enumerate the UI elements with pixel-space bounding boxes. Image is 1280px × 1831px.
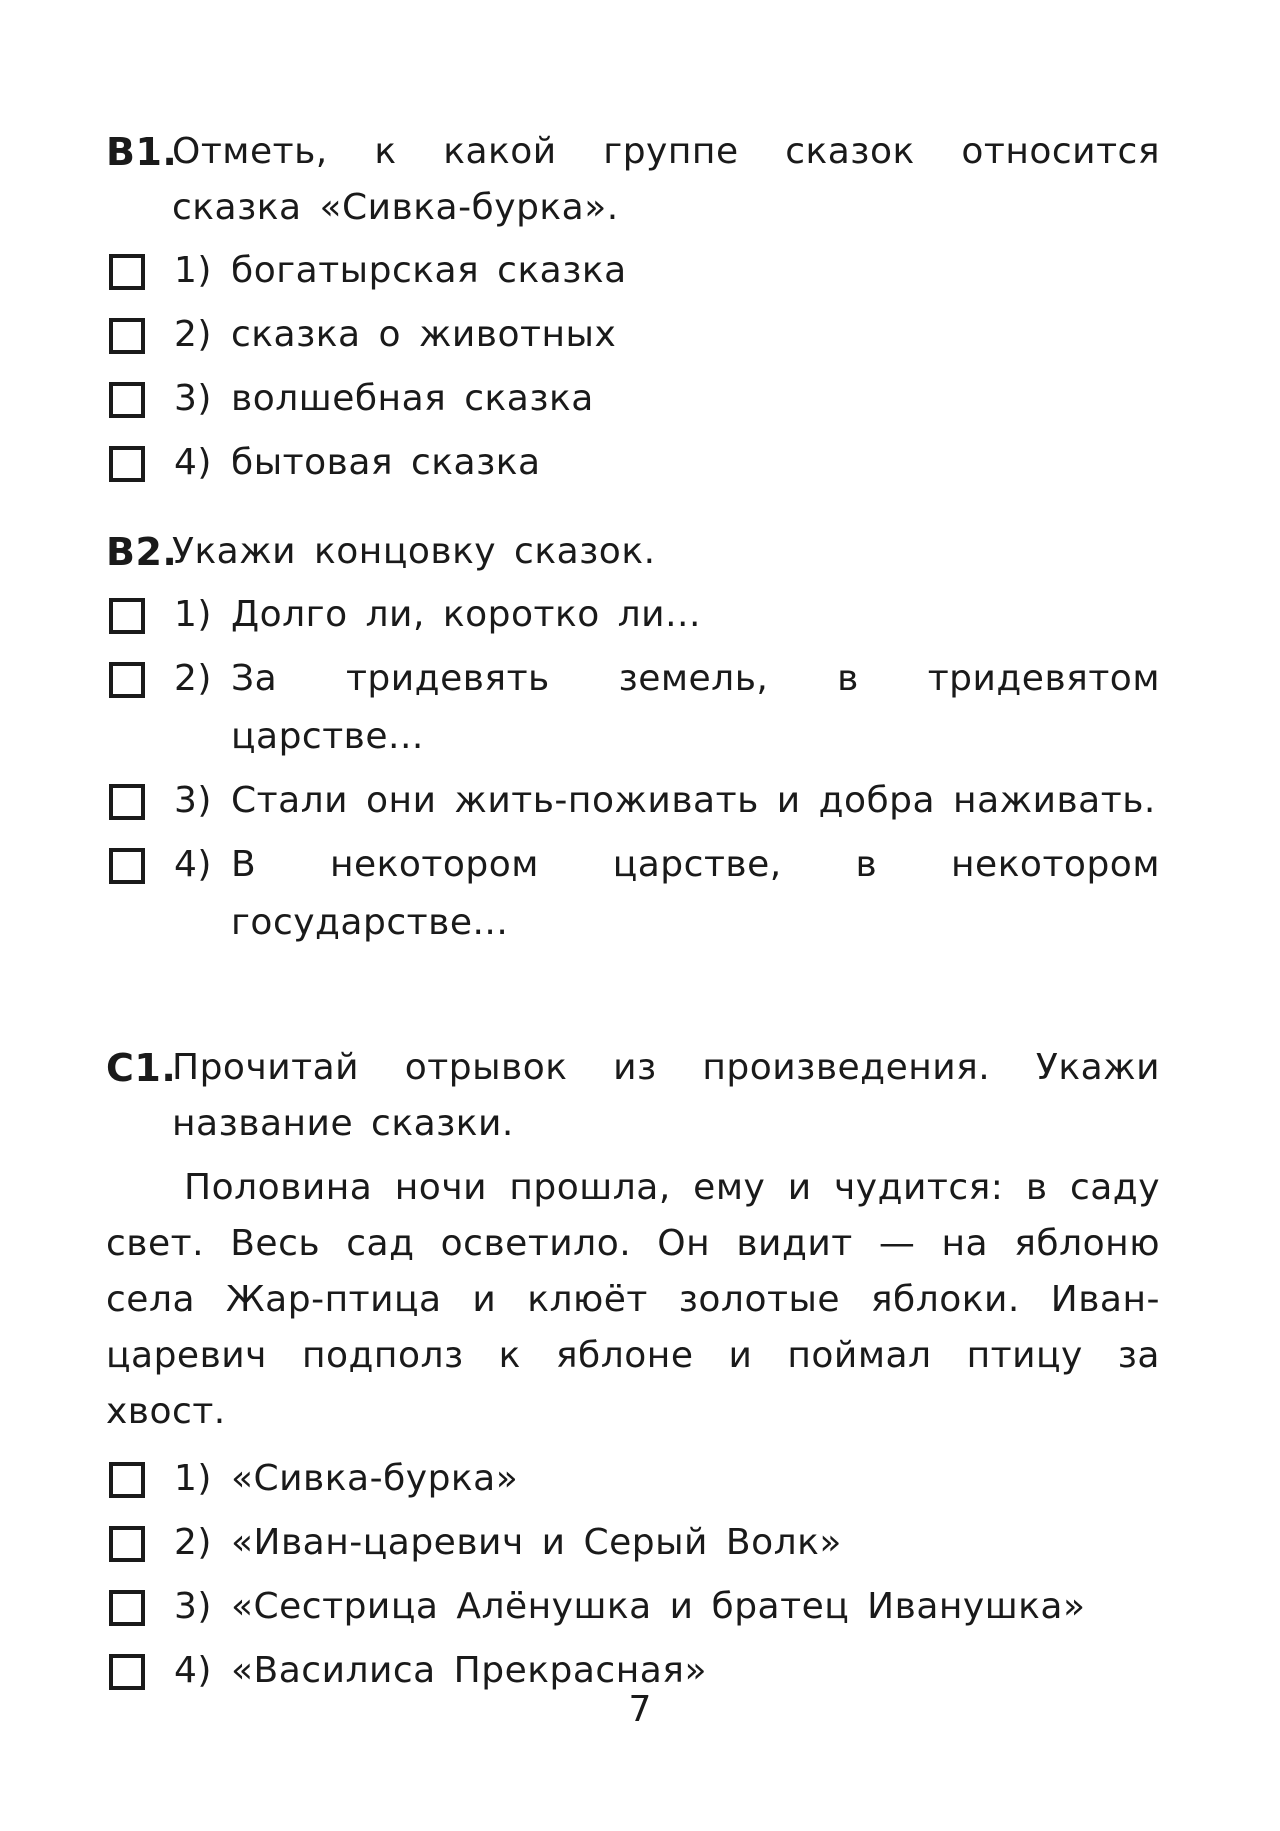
option-b1-4 — [106, 434, 1160, 492]
option-c1-2 — [106, 1514, 1160, 1572]
option-c1-1-text: «Сивка-бурка» — [231, 1458, 519, 1499]
option-b2-2-checkbox[interactable] — [109, 662, 145, 698]
question-c1-text: Прочитай отрывок из произведения. Укажи название сказки. — [172, 1047, 1160, 1144]
question-b1 — [106, 124, 1160, 498]
option-b2-1-text: Долго ли, коротко ли... — [231, 594, 701, 635]
option-b1-2-checkbox[interactable] — [109, 318, 145, 354]
question-b1-text: Отметь, к какой группе сказок относится сказка «Сивка-бурка». — [172, 131, 1160, 228]
option-b1-1-checkbox[interactable] — [109, 254, 145, 290]
option-c1-3-text: «Сестрица Алёнушка и братец Иванушка» — [231, 1586, 1086, 1627]
option-b2-3 — [106, 772, 1160, 830]
page-number: 7 — [628, 1689, 652, 1730]
option-b2-1-checkbox[interactable] — [109, 598, 145, 634]
option-b2-3-number: 3) — [174, 780, 212, 821]
option-b2-1-number: 1) — [174, 594, 212, 635]
option-b1-1 — [106, 242, 1160, 300]
option-b1-2-number: 2) — [174, 314, 212, 355]
question-b1-code: В1. — [106, 130, 178, 174]
question-c1-prompt — [106, 1040, 1160, 1152]
option-b1-2-text: сказка о животных — [231, 314, 617, 355]
option-b2-2-text: За тридевять земель, в тридевятом царстве... — [231, 658, 1160, 757]
question-b2 — [106, 524, 1160, 958]
option-b1-1-number: 1) — [174, 250, 212, 291]
question-c1-options — [106, 1450, 1160, 1700]
option-c1-4-checkbox[interactable] — [109, 1654, 145, 1690]
question-b1-prompt — [106, 124, 1160, 236]
option-b2-4 — [106, 836, 1160, 952]
option-c1-1 — [106, 1450, 1160, 1508]
option-c1-2-number: 2) — [174, 1522, 212, 1563]
option-b1-3-text: волшебная сказка — [231, 378, 594, 419]
question-c1 — [106, 1040, 1160, 1706]
question-b2-options — [106, 586, 1160, 952]
option-b2-4-text: В некотором царстве, в некотором государстве... — [231, 844, 1160, 943]
option-c1-2-checkbox[interactable] — [109, 1526, 145, 1562]
option-b2-4-number: 4) — [174, 844, 212, 885]
option-c1-1-number: 1) — [174, 1458, 212, 1499]
question-b1-options — [106, 242, 1160, 492]
option-c1-1-checkbox[interactable] — [109, 1462, 145, 1498]
option-b1-3-number: 3) — [174, 378, 212, 419]
option-c1-3-checkbox[interactable] — [109, 1590, 145, 1626]
option-b1-3-checkbox[interactable] — [109, 382, 145, 418]
option-b2-3-text: Стали они жить-поживать и добра наживать. — [231, 780, 1156, 821]
question-b2-prompt — [106, 524, 1160, 580]
option-b2-2 — [106, 650, 1160, 766]
option-c1-2-text: «Иван-царевич и Серый Волк» — [231, 1522, 842, 1563]
option-b1-4-text: бытовая сказка — [231, 442, 541, 483]
option-b2-2-number: 2) — [174, 658, 212, 699]
option-b1-3 — [106, 370, 1160, 428]
option-c1-3-number: 3) — [174, 1586, 212, 1627]
option-b2-3-checkbox[interactable] — [109, 784, 145, 820]
question-b2-code: В2. — [106, 530, 178, 574]
option-b1-4-checkbox[interactable] — [109, 446, 145, 482]
question-c1-code: С1. — [106, 1046, 177, 1090]
option-b1-2 — [106, 306, 1160, 364]
option-b1-1-text: богатырская сказка — [231, 250, 627, 291]
reading-passage: Половина ночи прошла, ему и чудится: в саду свет. Весь сад осветило. Он видит — на яблоню села Жар-птица и клюёт золотые яблоки. Иван-царевич подполз к яблоне и поймал птицу за хвост. — [106, 1167, 1160, 1432]
option-c1-4-number: 4) — [174, 1650, 212, 1691]
option-b2-1 — [106, 586, 1160, 644]
option-b1-4-number: 4) — [174, 442, 212, 483]
option-b2-4-checkbox[interactable] — [109, 848, 145, 884]
option-c1-4-text: «Василиса Прекрасная» — [231, 1650, 707, 1691]
option-c1-3 — [106, 1578, 1160, 1636]
question-b2-text: Укажи концовку сказок. — [172, 531, 656, 572]
